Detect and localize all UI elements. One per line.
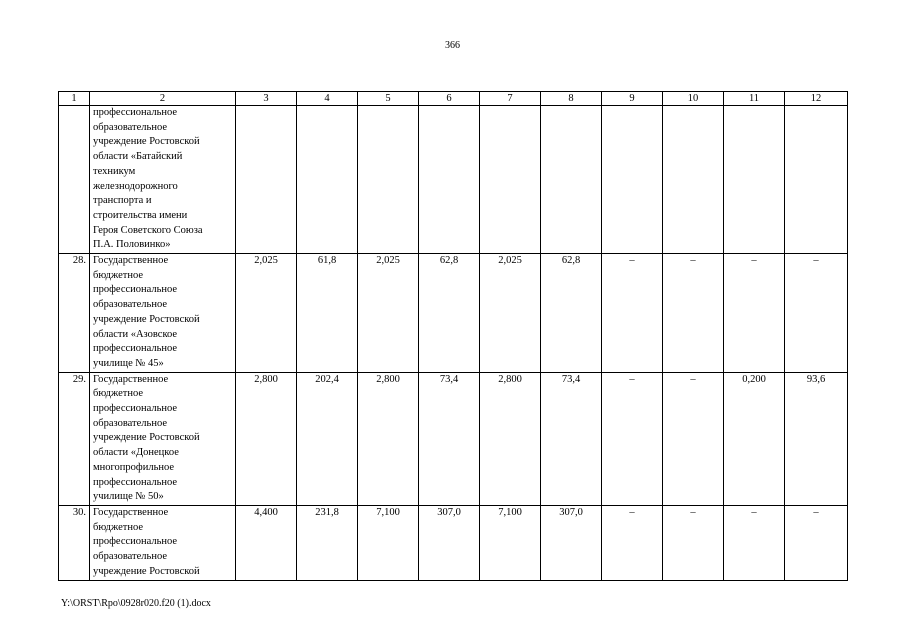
value-cell [358, 106, 419, 254]
file-path-footer: Y:\ORST\Rpo\0928r020.f20 (1).docx [61, 598, 211, 609]
header-cell: 10 [663, 92, 724, 106]
value-cell [297, 106, 358, 254]
value-cell: – [602, 372, 663, 505]
name-line: профессиональное [93, 536, 178, 548]
name-line: образовательное [93, 299, 167, 311]
name-line: образовательное [93, 417, 167, 429]
institution-name [90, 106, 236, 254]
header-cell: 4 [297, 92, 358, 106]
value-cell [785, 106, 848, 254]
name-line: профессиональное [93, 284, 178, 296]
table-row [59, 372, 848, 505]
header-cell: 1 [59, 92, 90, 106]
data-table [58, 91, 848, 581]
value-cell: – [602, 505, 663, 580]
name-line: железнодорожного [93, 180, 178, 192]
header-cell: 9 [602, 92, 663, 106]
value-cell [663, 106, 724, 254]
name-line: области «Батайский [93, 151, 183, 163]
name-line: области «Донецкое [93, 447, 179, 459]
name-line: образовательное [93, 551, 167, 563]
header-cell: 2 [90, 92, 236, 106]
value-cell: – [785, 505, 848, 580]
value-cell: 61,8 [297, 254, 358, 373]
name-line: транспорта и [93, 195, 152, 207]
name-line: строительства имени [93, 209, 188, 221]
name-line: учреждение Ростовской [93, 565, 200, 577]
value-cell [419, 106, 480, 254]
name-line: техникум [93, 165, 136, 177]
row-number: 30. [59, 505, 90, 580]
value-cell: 4,400 [236, 505, 297, 580]
name-line: профессиональное [93, 107, 178, 118]
value-cell: 2,025 [236, 254, 297, 373]
name-line: учреждение Ростовской [93, 313, 200, 325]
value-cell: 93,6 [785, 372, 848, 505]
name-line: образовательное [93, 121, 167, 133]
header-cell: 7 [480, 92, 541, 106]
value-cell: 2,025 [480, 254, 541, 373]
value-cell [480, 106, 541, 254]
name-line: профессиональное [93, 343, 178, 355]
name-line: учреждение Ростовской [93, 432, 200, 444]
value-cell: 7,100 [480, 505, 541, 580]
name-line: бюджетное [93, 269, 144, 281]
value-cell: 202,4 [297, 372, 358, 505]
name-line: Героя Советского Союза [93, 224, 203, 236]
name-line: многопрофильное [93, 461, 175, 473]
name-line: учреждение Ростовской [93, 136, 200, 148]
row-number: 29. [59, 372, 90, 505]
value-cell: 231,8 [297, 505, 358, 580]
value-cell: 7,100 [358, 505, 419, 580]
header-cell: 12 [785, 92, 848, 106]
value-cell: – [785, 254, 848, 373]
institution-name [90, 505, 236, 580]
page-number: 366 [445, 40, 460, 51]
value-cell [541, 106, 602, 254]
value-cell: 62,8 [541, 254, 602, 373]
value-cell: 307,0 [541, 505, 602, 580]
value-cell: – [663, 505, 724, 580]
name-line: училище № 45» [93, 357, 164, 369]
name-line: П.А. Половинко» [93, 239, 171, 251]
row-number: 28. [59, 254, 90, 373]
table-row [59, 254, 848, 373]
institution-name [90, 254, 236, 373]
name-line: бюджетное [93, 388, 144, 400]
value-cell [602, 106, 663, 254]
name-line: бюджетное [93, 521, 144, 533]
name-line: училище № 50» [93, 491, 164, 503]
header-cell: 11 [724, 92, 785, 106]
value-cell: 2,800 [358, 372, 419, 505]
value-cell: – [602, 254, 663, 373]
name-line: Государственное [93, 373, 169, 385]
header-cell: 5 [358, 92, 419, 106]
table-row [59, 106, 848, 254]
value-cell: – [663, 372, 724, 505]
table-header-row [59, 92, 848, 106]
value-cell: 73,4 [541, 372, 602, 505]
value-cell [236, 106, 297, 254]
header-cell: 8 [541, 92, 602, 106]
value-cell: 62,8 [419, 254, 480, 373]
value-cell: 307,0 [419, 505, 480, 580]
value-cell: 2,800 [480, 372, 541, 505]
name-line: профессиональное [93, 403, 178, 415]
institution-name [90, 372, 236, 505]
header-cell: 3 [236, 92, 297, 106]
value-cell: – [724, 505, 785, 580]
value-cell: 73,4 [419, 372, 480, 505]
name-line: области «Азовское [93, 328, 178, 340]
name-line: Государственное [93, 255, 169, 267]
value-cell: – [724, 254, 785, 373]
name-line: Государственное [93, 506, 169, 518]
header-cell: 6 [419, 92, 480, 106]
value-cell [724, 106, 785, 254]
value-cell: 2,800 [236, 372, 297, 505]
value-cell: 0,200 [724, 372, 785, 505]
table-row [59, 505, 848, 580]
row-number [59, 106, 90, 254]
name-line: профессиональное [93, 476, 178, 488]
value-cell: – [663, 254, 724, 373]
value-cell: 2,025 [358, 254, 419, 373]
